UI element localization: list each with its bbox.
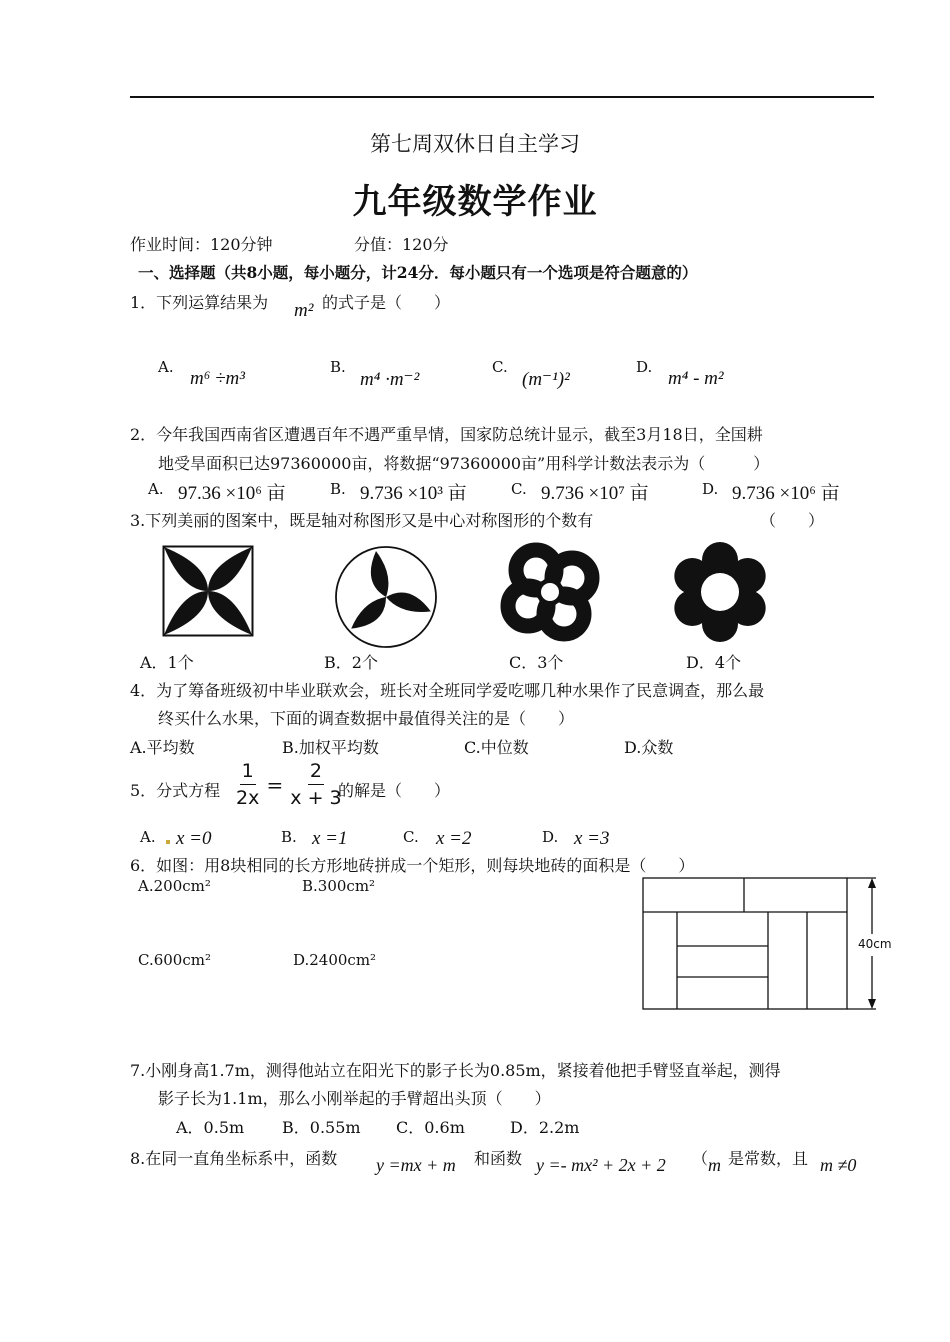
option-c: C.600cm²: [138, 951, 211, 969]
option-expr: x =1: [312, 828, 348, 849]
option-a: A.平均数: [130, 738, 195, 757]
option-expr: 9.736 ×10⁶ 亩: [732, 483, 840, 504]
question-3-stem: 3.下列美丽的图案中，既是轴对称图形又是中心对称图形的个数有: [130, 511, 594, 530]
total-score: 分值：120分: [354, 235, 449, 254]
question-5-equation: [236, 760, 342, 809]
option-label: C.: [403, 828, 419, 846]
question-8-stem: 8.在同一直角坐标系中，函数: [130, 1149, 338, 1168]
question-text: 和函数: [474, 1149, 523, 1168]
option-expr: 9.736 ×10⁷ 亩: [541, 483, 649, 504]
numerator: 2: [308, 760, 324, 785]
option-b: B.加权平均数: [282, 738, 379, 757]
question-text: 1．下列运算结果为: [130, 293, 269, 312]
option-expr: x =2: [436, 828, 472, 849]
option-d: D.2400cm²: [293, 951, 377, 969]
stray-mark: [166, 840, 170, 844]
option-d: D．4个: [686, 653, 742, 672]
option-a: A．0.5m: [176, 1118, 245, 1137]
option-label: D.: [702, 480, 719, 498]
function-2-expr: y =- mx² + 2x + 2: [536, 1155, 666, 1175]
section-heading: 一、选择题（共8小题，每小题分，计24分．每小题只有一个选项是符合题意的）: [138, 263, 698, 282]
question-6-stem: 6．如图：用8块相同的长方形地砖拼成一个矩形，则每块地砖的面积是（ ）: [130, 856, 695, 875]
pattern-interlocking-rings: [498, 540, 602, 644]
question-5-stem: 5．分式方程: [130, 781, 221, 800]
page-subtitle: 第七周双休日自主学习: [370, 132, 580, 156]
question-1-stem: [130, 290, 268, 313]
pattern-circle-blades: [334, 545, 438, 649]
option-expr: m⁴ ·m⁻²: [360, 369, 420, 390]
option-expr: 97.36 ×10⁶ 亩: [178, 483, 286, 504]
option-d: D.众数: [624, 738, 674, 757]
option-label: C.: [511, 480, 527, 498]
option-label: A.: [148, 480, 164, 498]
option-label: C.: [492, 358, 508, 376]
option-expr: (m⁻¹)²: [522, 369, 570, 390]
question-text: （: [692, 1149, 709, 1168]
question-text: 是常数，且: [728, 1149, 809, 1168]
option-b: B.300cm²: [302, 877, 376, 895]
fraction-right: [290, 760, 341, 809]
option-expr: x =3: [574, 828, 610, 849]
function-1-expr: y =mx + m: [376, 1155, 456, 1175]
option-b: B．2个: [324, 653, 378, 672]
question-4-line2: 终买什么水果，下面的调查数据中最值得关注的是（ ）: [158, 709, 575, 728]
option-expr: 9.736 ×10³ 亩: [360, 483, 467, 504]
parameter-expr: m: [708, 1155, 721, 1175]
option-label: B.: [281, 828, 297, 846]
question-2-line2: 地受旱面积已达97360000亩，将数据“97360000亩”用科学计数法表示为（ ）: [158, 454, 770, 473]
work-time: 作业时间：120分钟: [130, 235, 273, 254]
option-d: D．2.2m: [510, 1118, 580, 1137]
question-4-line1: 4．为了筹备班级初中毕业联欢会，班长对全班同学爱吃哪几种水果作了民意调查，那么最: [130, 681, 765, 700]
question-7-line2: 影子长为1.1m，那么小刚举起的手臂超出头顶（ ）: [158, 1089, 551, 1108]
option-label: B.: [330, 358, 346, 376]
option-expr: x =0: [176, 828, 212, 849]
question-7-line1: 7.小刚身高1.7m，测得他站立在阳光下的影子长为0.85m，紧接着他把手臂竖直举起，测得: [130, 1061, 781, 1080]
denominator: x + 3: [290, 787, 342, 809]
page-title: 九年级数学作业: [352, 182, 598, 222]
option-label: D.: [636, 358, 653, 376]
question-3-paren: （ ）: [760, 511, 825, 530]
fraction-left: [236, 760, 259, 809]
question-text: 的解是（ ）: [338, 781, 451, 800]
option-c: C．3个: [509, 653, 564, 672]
option-expr: m⁶ ÷m³: [190, 368, 245, 389]
question-2-line1: 2．今年我国西南省区遭遇百年不遇严重旱情，国家防总统计显示，截至3月18日，全国耕: [130, 425, 763, 444]
denominator: 2x: [236, 787, 260, 809]
pattern-flower: [668, 540, 772, 644]
header-rule: [130, 96, 874, 98]
option-a: A．1个: [140, 653, 194, 672]
option-label: A.: [158, 358, 174, 376]
option-label: D.: [542, 828, 559, 846]
pattern-square-petals: [162, 545, 254, 637]
option-b: B．0.55m: [282, 1118, 361, 1137]
option-c: C．0.6m: [396, 1118, 465, 1137]
equals-sign: =: [266, 772, 284, 797]
dimension-label: 40cm: [858, 937, 892, 951]
question-1-expr: m²: [294, 300, 314, 321]
option-label: A.: [140, 828, 156, 846]
option-c: C.中位数: [464, 738, 529, 757]
option-label: B.: [330, 480, 346, 498]
option-expr: m⁴ - m²: [668, 368, 724, 389]
option-a: A.200cm²: [138, 877, 211, 895]
question-text: 的式子是（ ）: [322, 293, 451, 312]
numerator: 1: [240, 760, 256, 785]
condition-expr: m ≠0: [820, 1155, 857, 1175]
